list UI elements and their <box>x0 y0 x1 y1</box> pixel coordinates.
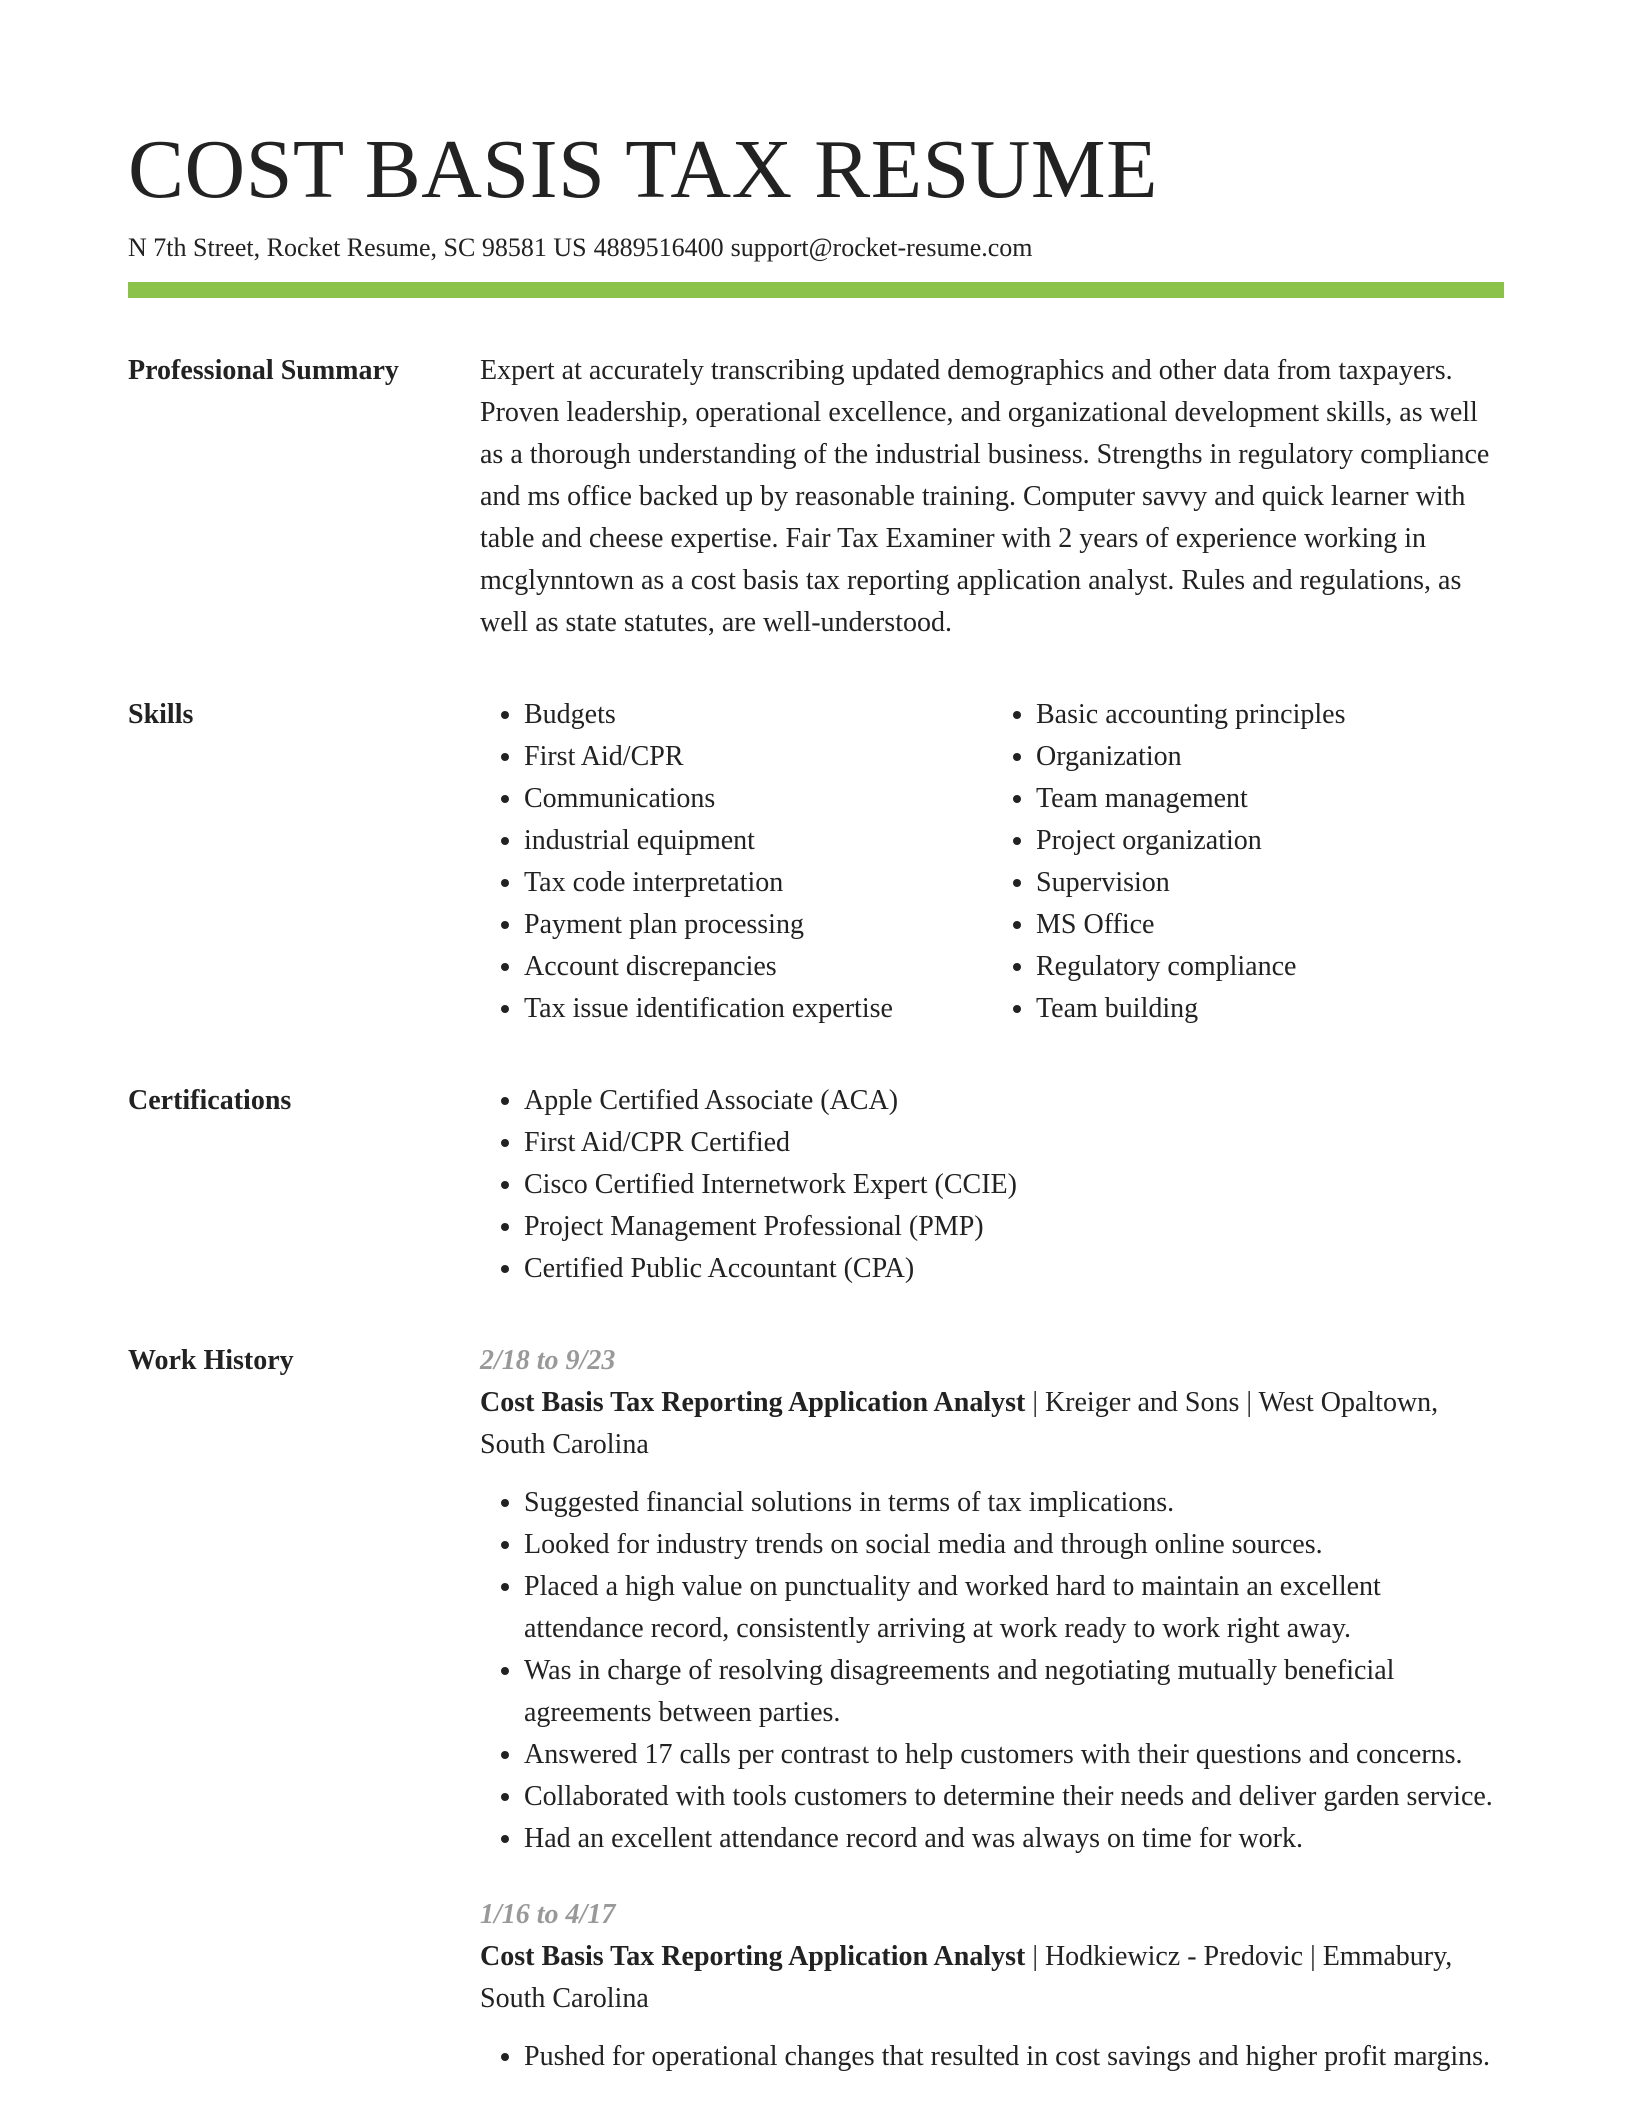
resume-page <box>128 120 1504 2112</box>
certifications-heading: Certifications <box>128 1085 292 1116</box>
job-title: Cost Basis Tax Reporting Application Analyst <box>480 1387 1026 1418</box>
job-bullets <box>480 2036 1504 2078</box>
job-bullet: • Suggested financial solutions in terms of tax implications. <box>524 1482 1504 1524</box>
job-entry <box>480 1894 1504 2078</box>
certification-item: • First Aid/CPR Certified <box>524 1122 1504 1164</box>
job-dates: 1/16 to 4/17 <box>480 1899 616 1930</box>
summary-heading: Professional Summary <box>128 355 399 386</box>
certification-item: • Project Management Professional (PMP) <box>524 1206 1504 1248</box>
job-heading: Cost Basis Tax Reporting Application Analyst | Hodkiewicz - Predovic | Emmabury, South Carolina <box>480 1941 1453 2014</box>
certification-item: • Apple Certified Associate (ACA) <box>524 1080 1504 1122</box>
skill-item: • Communications <box>524 778 992 820</box>
skills-list-right <box>992 694 1504 1030</box>
job-bullet: • Collaborated with tools customers to determine their needs and deliver garden service. <box>524 1776 1504 1818</box>
skill-item: • Budgets <box>524 694 992 736</box>
skill-item: • Payment plan processing <box>524 904 992 946</box>
resume-title: COST BASIS TAX RESUME <box>128 123 1158 216</box>
job-company: Hodkiewicz - Predovic <box>1044 1941 1304 1972</box>
job-bullet: • Was in charge of resolving disagreements and negotiating mutually beneficial agreements between parties. <box>524 1650 1504 1734</box>
skills-section <box>128 694 1504 1030</box>
job-dates: 2/18 to 9/23 <box>480 1345 616 1376</box>
summary-section <box>128 350 1504 644</box>
skill-item: • Organization <box>1036 736 1504 778</box>
job-bullet: • Pushed for operational changes that resulted in cost savings and higher profit margins. <box>524 2036 1504 2078</box>
skill-item: • Supervision <box>1036 862 1504 904</box>
job-company: Kreiger and Sons <box>1044 1387 1240 1418</box>
work-history-heading: Work History <box>128 1345 294 1376</box>
job-location: West Opaltown, South Carolina <box>480 1387 1439 1460</box>
skill-item: • Project organization <box>1036 820 1504 862</box>
skill-item: • industrial equipment <box>524 820 992 862</box>
job-bullet: • Placed a high value on punctuality and worked hard to maintain an excellent attendance record, consistently arriving at work ready to work right away. <box>524 1566 1504 1650</box>
header-divider <box>128 282 1504 298</box>
skills-heading: Skills <box>128 699 194 730</box>
work-history-section <box>128 1340 1504 2112</box>
job-title: Cost Basis Tax Reporting Application Analyst <box>480 1941 1026 1972</box>
summary-text: Expert at accurately transcribing updated demographics and other data from taxpayers. Proven leadership, operational excellence, and organizational development skills, as well as a thorough understanding of the industrial business. Strengths in regulatory compliance and ms office backed up by reasonable training. Computer savvy and quick learner with table and cheese expertise. Fair Tax Examiner with 2 years of experience working in mcglynntown as a cost basis tax reporting application analyst. Rules and regulations, as well as state statutes, are well-understood. <box>480 355 1490 638</box>
certifications-list <box>480 1080 1504 1290</box>
job-bullet: • Answered 17 calls per contrast to help customers with their questions and concerns. <box>524 1734 1504 1776</box>
certifications-section <box>128 1080 1504 1290</box>
contact-line <box>128 230 1504 266</box>
certification-item: • Cisco Certified Internetwork Expert (CCIE) <box>524 1164 1504 1206</box>
job-entry <box>480 1340 1504 1860</box>
job-bullet: • Looked for industry trends on social media and through online sources. <box>524 1524 1504 1566</box>
skill-item: • Regulatory compliance <box>1036 946 1504 988</box>
skill-item: • Account discrepancies <box>524 946 992 988</box>
job-heading: Cost Basis Tax Reporting Application Analyst | Kreiger and Sons | West Opaltown, South Carolina <box>480 1387 1439 1460</box>
skill-item: • Tax issue identification expertise <box>524 988 992 1030</box>
contact-email: support@rocket-resume.com <box>730 233 1033 262</box>
job-bullet: • Had an excellent attendance record and was always on time for work. <box>524 1818 1504 1860</box>
skill-item: • Team building <box>1036 988 1504 1030</box>
certification-item: • Certified Public Accountant (CPA) <box>524 1248 1504 1290</box>
skill-item: • Basic accounting principles <box>1036 694 1504 736</box>
skill-item: • Team management <box>1036 778 1504 820</box>
work-history-list <box>480 1340 1504 2112</box>
contact-address: N 7th Street, Rocket Resume, SC 98581 US <box>128 233 587 262</box>
job-bullets <box>480 1482 1504 1860</box>
contact-phone: 4889516400 <box>593 233 724 262</box>
skill-item: • MS Office <box>1036 904 1504 946</box>
job-location: Emmabury, South Carolina <box>480 1941 1453 2014</box>
skill-item: • Tax code interpretation <box>524 862 992 904</box>
skills-list-left <box>480 694 992 1030</box>
skill-item: • First Aid/CPR <box>524 736 992 778</box>
